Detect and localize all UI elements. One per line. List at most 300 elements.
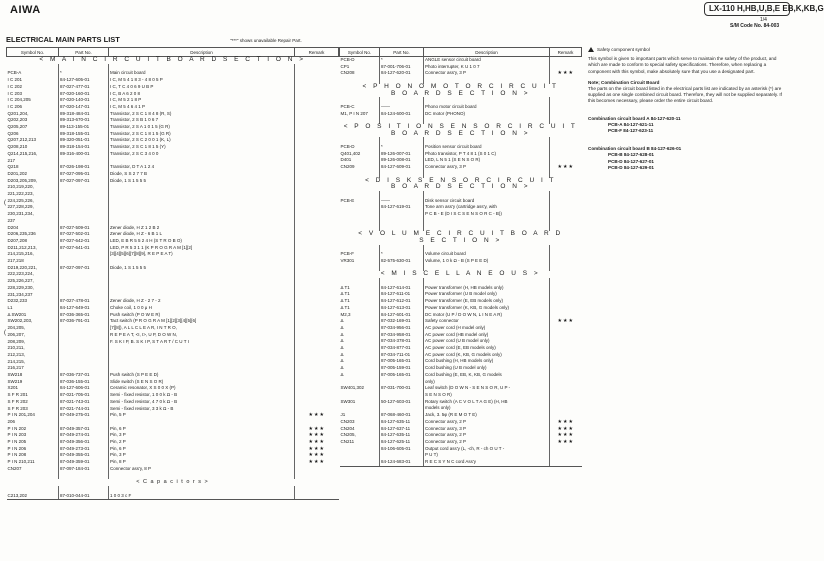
part-row [7, 412, 339, 419]
symbol-cell [340, 459, 380, 466]
remark-cell [295, 365, 339, 372]
part-number-cell [59, 271, 109, 278]
part-number-cell: 87-049-275-01 [59, 412, 109, 419]
part-number-cell: 89-318-154-01 [59, 144, 109, 151]
part-number-cell: 89-316-400-01 [59, 151, 109, 158]
part-row [7, 298, 339, 305]
description-cell [109, 198, 295, 205]
description-cell: Power transformer (U B model only) [424, 291, 550, 298]
part-number-cell: 87-034-711-01 [380, 352, 424, 359]
remark-cell [295, 345, 339, 352]
remark-cell: ★★★ [557, 432, 574, 439]
symbol-cell: Δ T1 [340, 285, 380, 292]
symbol-cell: S F R 202 [7, 399, 59, 406]
description-cell: Pin, 3 P [109, 432, 295, 439]
combo-b-title: Combination circuit board B 84-127-626-01 [588, 146, 682, 152]
symbol-cell: J1 [340, 412, 380, 419]
symbol-cell: 224,225,226, [7, 198, 59, 205]
parts-table-left [6, 47, 339, 500]
spacer-row [340, 97, 582, 104]
symbol-cell: Δ [340, 345, 380, 352]
description-cell: AC power cord (U B model only) [424, 338, 550, 345]
part-number-cell: 87-031-700-01 [380, 385, 424, 392]
symbol-cell: Q202,203 [7, 117, 59, 124]
remark-cell: ★★★ [308, 425, 325, 432]
empty-cell [550, 278, 582, 285]
remark-cell [295, 204, 339, 211]
part-number-cell: 89-113-155-01 [59, 124, 109, 131]
description-cell: Pin, 5 P [109, 412, 295, 419]
symbol-cell: Δ T1 [340, 305, 380, 312]
part-row [340, 358, 582, 365]
part-row [7, 312, 339, 319]
description-cell: Cord bushing (H, HB models only) [424, 358, 550, 365]
section-title: < M I S C E L L A N E O U S > [380, 270, 541, 278]
remark-cell [550, 452, 582, 459]
description-cell: I C, M 5 4 6 4 1 P [109, 104, 295, 111]
part-row [340, 318, 582, 325]
remark-cell [295, 198, 339, 205]
description-cell: Pin, 3 P [109, 452, 295, 459]
remark-cell [295, 385, 339, 392]
remark-cell: ★★★ [308, 439, 325, 446]
part-number-cell: 87-027-095-01 [59, 171, 109, 178]
part-row [340, 198, 582, 205]
description-cell: Safety connector [424, 318, 550, 325]
description-cell: DC motor (PHONO) [424, 111, 550, 118]
section-title: < P H O N O M O T O R C I R C U I T [362, 82, 559, 90]
remark-cell [295, 339, 339, 346]
description-cell: I C, M 5 2 1 8 P [109, 97, 295, 104]
symbol-cell: Δ T1 [340, 291, 380, 298]
safety-text: This symbol is given to important parts which serve to maintain the safety of the product, and which are made to conform to special safety specifications. Therefore, when replacing a component with this symbol, make absolutely sure that you use a designated part. [588, 56, 777, 74]
part-row [340, 446, 582, 453]
description-cell: Jack, 3. 5φ (R E M O T E) [424, 412, 550, 419]
empty-cell [109, 473, 295, 480]
description-cell: DC motor (U P / D O W N, L I N E A R) [424, 312, 550, 319]
remark-cell [295, 245, 339, 252]
description-cell [109, 419, 295, 426]
parts-table-right [339, 47, 582, 467]
part-row [7, 91, 339, 98]
description-cell: S E N S O R) [424, 392, 550, 399]
empty-cell [295, 473, 339, 480]
symbol-cell: I C 204,205 [7, 97, 59, 104]
section-title: B O A R D S E C T I O N > [390, 89, 531, 97]
symbol-cell: CN205, [340, 432, 380, 439]
description-cell [109, 191, 295, 198]
part-number-cell: 84-124-600-01 [380, 111, 424, 118]
part-row [340, 332, 582, 339]
description-cell: Pin, 2 P [109, 439, 295, 446]
empty-cell [424, 97, 550, 104]
description-cell: Power transformer (K, KB, G models only) [424, 305, 550, 312]
safety-heading: Safety component symbol [597, 47, 650, 52]
part-number-cell [59, 218, 109, 225]
part-row [7, 292, 339, 299]
part-row [7, 251, 339, 258]
part-number-cell: 87-036-791-01 [59, 318, 109, 325]
part-row [340, 399, 582, 406]
empty-cell [550, 97, 582, 104]
empty-cell [424, 245, 550, 252]
description-cell: Semi - fixed resistor, 4 7 0 k Ω - B [109, 399, 295, 406]
part-row [340, 64, 582, 71]
part-row [7, 372, 339, 379]
description-cell: Zener diode, H Z - 2 7 - 2 [109, 298, 295, 305]
section-title: < M A I N C I R C U I T B O A R D S E C T I O N > [39, 56, 306, 63]
part-number-cell: 89-313-670-01 [59, 117, 109, 124]
description-cell: 1 0 0 3 c F [109, 493, 295, 500]
symbol-cell: 221,222,223, [7, 191, 59, 198]
remark-cell [295, 278, 339, 285]
description-cell: Leaf switch (D O W N - S E N S O R, U P - [424, 385, 550, 392]
part-number-cell: 87-021-744-01 [59, 406, 109, 413]
part-number-cell: 84-127-605-01 [59, 77, 109, 84]
symbol-cell: Δ [340, 365, 380, 372]
symbol-cell: Q401,402 [340, 151, 380, 158]
remark-cell [295, 70, 339, 77]
remark-cell [295, 151, 339, 158]
description-cell: Transistor, 2 S C 3 4 0 0 [109, 151, 295, 158]
part-row [340, 405, 582, 412]
spacer-row [7, 473, 339, 480]
part-number-cell: 84-127-613-01 [380, 305, 424, 312]
part-number-cell: 87-021-743-01 [59, 399, 109, 406]
symbol-cell [340, 452, 380, 459]
part-row [7, 204, 339, 211]
symbol-cell: 217,218 [7, 258, 59, 265]
part-row [7, 151, 339, 158]
part-number-cell: 84-127-606-01 [59, 385, 109, 392]
remark-cell [295, 144, 339, 151]
remark-cell [295, 131, 339, 138]
combo-a-title: Combination circuit board A 84-127-620-11 [588, 115, 681, 121]
remark-cell: ★★★ [308, 452, 325, 459]
description-cell: Connector ass'y, 3 P [424, 164, 550, 171]
part-row [7, 117, 339, 124]
symbol-cell: PCB-D [340, 57, 380, 64]
part-number-cell: 87-036-737-01 [59, 372, 109, 379]
symbol-cell: CN208 [340, 70, 380, 77]
part-row [7, 265, 339, 272]
col-part: Part No. [59, 48, 109, 57]
remark-cell [550, 412, 582, 419]
part-row [7, 365, 339, 372]
symbol-cell: CN203 [340, 419, 380, 426]
description-cell [109, 158, 295, 165]
symbol-cell [340, 211, 380, 218]
part-row [7, 466, 339, 473]
part-row [340, 419, 582, 426]
symbol-cell: Δ [340, 332, 380, 339]
remark-cell [295, 84, 339, 91]
remark-cell [295, 359, 339, 366]
description-cell: Connector ass'y, 2 P [424, 432, 550, 439]
description-cell: models only) [424, 405, 550, 412]
remark-cell [295, 111, 339, 118]
symbol-cell: 231,234,237 [7, 292, 59, 299]
spacer-row [7, 64, 339, 71]
part-number-cell [59, 278, 109, 285]
remark-cell [295, 406, 339, 413]
remark-cell [550, 385, 582, 392]
part-row [7, 231, 339, 238]
description-cell: Push switch (S P E E D) [109, 372, 295, 379]
description-cell [109, 365, 295, 372]
symbol-cell: I C 203 [7, 91, 59, 98]
spacer-row [340, 137, 582, 144]
part-number-cell: 84-127-612-01 [380, 298, 424, 305]
remark-cell [295, 231, 339, 238]
empty-cell [550, 218, 582, 225]
remark-cell [550, 446, 582, 453]
part-number-cell: 87-021-705-01 [59, 392, 109, 399]
description-cell: Zener diode, H Z - 6 B 1 L [109, 231, 295, 238]
remark-cell [550, 345, 582, 352]
symbol-cell: I C 202 [7, 84, 59, 91]
part-row [7, 111, 339, 118]
symbol-cell: Q206 [7, 131, 59, 138]
part-row [7, 385, 339, 392]
description-cell: [3][4][5][6][7][8][9], R E P E A T) [109, 251, 295, 258]
symbol-cell: 210,211, [7, 345, 59, 352]
symbol-cell: P I N 210,211 [7, 459, 59, 466]
symbol-cell: Δ SW201 [7, 312, 59, 319]
part-number-cell [380, 392, 424, 399]
part-number-cell [59, 211, 109, 218]
part-row [7, 345, 339, 352]
remark-cell [295, 325, 339, 332]
remark-cell [295, 399, 339, 406]
part-number-cell [380, 405, 424, 412]
description-cell: Connector ass'y, 3 P [424, 426, 550, 433]
description-cell: Diode, 1 S 1 5 5 5 [109, 178, 295, 185]
part-number-cell [59, 345, 109, 352]
remark-cell [295, 124, 339, 131]
remark-cell [295, 379, 339, 386]
symbol-cell [340, 379, 380, 386]
symbol-cell: Δ [340, 358, 380, 365]
part-row [340, 345, 582, 352]
part-number-cell [59, 419, 109, 426]
part-row [340, 338, 582, 345]
empty-cell [59, 473, 109, 480]
part-number-cell: 84-127-611-01 [380, 291, 424, 298]
col-symbol: Symbol No. [7, 48, 59, 57]
part-row [7, 318, 339, 325]
empty-cell [109, 64, 295, 71]
part-number-cell: 89-318-484-01 [59, 111, 109, 118]
part-number-cell: 87-032-169-01 [380, 318, 424, 325]
remark-cell: ★★★ [308, 432, 325, 439]
remark-cell [295, 117, 339, 124]
empty-cell [424, 137, 550, 144]
empty-cell [295, 486, 339, 493]
part-number-cell: 87-034-956-01 [380, 325, 424, 332]
description-cell: AC power cord (K, KB, G models only) [424, 352, 550, 359]
part-number-cell: —— [380, 104, 424, 111]
part-row [7, 158, 339, 165]
symbol-cell: P I N 201,204 [7, 412, 59, 419]
part-number-cell: 87-034-877-01 [380, 345, 424, 352]
symbol-cell: PCB-F [340, 251, 380, 258]
part-row [340, 432, 582, 439]
description-cell: Transistor, 2 S C 2 0 0 1 (K, L) [109, 137, 295, 144]
empty-cell [340, 218, 380, 225]
empty-cell [340, 191, 380, 198]
part-number-cell: 84-127-619-01 [380, 204, 424, 211]
empty-cell [424, 218, 550, 225]
symbol-cell: CN207 [7, 466, 59, 473]
part-number-cell: 87-034-958-01 [380, 332, 424, 339]
subsection-title: < C a p a c i t o r s > [136, 479, 209, 486]
part-number-cell: 87-034-378-01 [380, 338, 424, 345]
page-number: 1/4 [760, 17, 767, 23]
remark-cell: ★★★ [308, 459, 325, 466]
empty-cell [380, 278, 424, 285]
remark-cell [550, 459, 582, 466]
part-number-cell: * [380, 57, 424, 64]
remark-cell [295, 332, 339, 339]
part-row [7, 225, 339, 232]
part-row [7, 245, 339, 252]
col-remark: Remark [295, 48, 339, 57]
symbol-cell [340, 446, 380, 453]
part-number-cell: 87-020-160-01 [59, 91, 109, 98]
section-heading-row [7, 57, 339, 64]
part-number-cell: 87-036-155-01 [59, 379, 109, 386]
description-cell: I C, M 5 4 1 8 3 - 4 8 0 5 P [109, 77, 295, 84]
part-number-cell: 87-097-184-01 [59, 466, 109, 473]
symbol-cell: 217 [7, 158, 59, 165]
empty-cell [380, 137, 424, 144]
col-symbol: Symbol No. [340, 48, 380, 57]
empty-cell [59, 486, 109, 493]
part-row [7, 84, 339, 91]
description-cell: Rotary switch (A C V O L T A G E) (H, HB [424, 399, 550, 406]
part-row [7, 104, 339, 111]
remark-cell [295, 97, 339, 104]
description-cell: Choke coil, 1 0 0 μ H [109, 305, 295, 312]
remark-cell [550, 305, 582, 312]
part-number-cell: —— [380, 198, 424, 205]
symbol-cell: Δ [340, 318, 380, 325]
empty-cell [380, 218, 424, 225]
col-remark: Remark [550, 48, 582, 57]
part-number-cell: 87-027-642-01 [59, 238, 109, 245]
part-row [7, 258, 339, 265]
remark-cell [295, 164, 339, 171]
section-title: B O A R D S E C T I O N > [390, 129, 531, 137]
remark-cell [550, 372, 582, 379]
part-row [7, 325, 339, 332]
remark-cell [295, 258, 339, 265]
part-number-cell: 82-575-630-01 [380, 258, 424, 265]
symbol-cell: D203,205,209, [7, 178, 59, 185]
description-cell [109, 352, 295, 359]
symbol-cell: X201 [7, 385, 59, 392]
symbol-cell: CN204 [340, 426, 380, 433]
part-row [7, 137, 339, 144]
symbol-cell: SW219 [7, 379, 59, 386]
description-cell: Transistor, 2 S B 1 0 6 7 [109, 117, 295, 124]
description-cell [109, 359, 295, 366]
part-row [340, 379, 582, 386]
description-cell: R E C S Y N C cord Ass'y [424, 459, 550, 466]
remark-cell [295, 298, 339, 305]
description-cell: Position sensor circuit board [424, 144, 550, 151]
part-number-cell [59, 325, 109, 332]
description-cell: LED, E B R 5 5 2 4 H (S T R O B O) [109, 238, 295, 245]
empty-cell [340, 265, 380, 272]
description-cell: Photo interrupter, K U 1 0 7 [424, 64, 550, 71]
remark-cell [295, 392, 339, 399]
remark-cell [550, 399, 582, 406]
symbol-cell: 227,228,229, [7, 204, 59, 211]
description-cell: Output cord ass'y (L, -ch, R - ch O U T - [424, 446, 550, 453]
symbol-cell: CN211 [340, 439, 380, 446]
spacer-row [7, 486, 339, 493]
remark-cell: ★★★ [308, 412, 325, 419]
part-number-cell [59, 285, 109, 292]
section-title: S E C T I O N > [419, 236, 502, 244]
description-cell: Diode, S S 2 7 7 B [109, 171, 295, 178]
part-number-cell: 84-127-649-01 [59, 305, 109, 312]
remark-cell [550, 392, 582, 399]
part-row [7, 406, 339, 413]
symbol-cell: S F R 203 [7, 406, 59, 413]
part-number-cell [59, 258, 109, 265]
part-number-cell: 87-020-140-01 [59, 97, 109, 104]
part-row [340, 372, 582, 379]
part-row [340, 164, 582, 171]
sm-code: S/M Code No. 84-003 [730, 23, 780, 29]
remark-cell [550, 325, 582, 332]
part-row [7, 452, 339, 459]
remark-cell [550, 332, 582, 339]
margin-mark: ( [4, 200, 6, 206]
remark-cell [550, 111, 582, 118]
symbol-cell: P I N 202 [7, 426, 59, 433]
part-number-cell: 89-318-155-01 [59, 131, 109, 138]
remark-cell [550, 157, 582, 164]
symbol-cell: 225,226,227, [7, 278, 59, 285]
symbol-cell: 206,207, [7, 332, 59, 339]
description-cell: LED, P R 5 3 1 1 (K P R O G R A M [1][2] [109, 245, 295, 252]
part-number-cell: 87-020-147-01 [59, 104, 109, 111]
description-cell: Tact switch (P R O G R A M [1][2][3][4][5][6] [109, 318, 295, 325]
remark-cell: ★★★ [557, 425, 574, 432]
description-cell: Slide switch (S E N S O R) [109, 379, 295, 386]
description-cell: Photo transistor, P T 4 8 1 (S 0 1 C) [424, 151, 550, 158]
remark-cell [295, 271, 339, 278]
empty-cell [550, 191, 582, 198]
part-number-cell: 84-127-601-01 [380, 312, 424, 319]
remark-cell [295, 251, 339, 258]
part-number-cell: 87-027-502-01 [59, 231, 109, 238]
empty-cell [424, 191, 550, 198]
part-row [7, 285, 339, 292]
symbol-cell: L1 [7, 305, 59, 312]
empty-cell [380, 191, 424, 198]
symbol-cell: P I N 205 [7, 439, 59, 446]
part-row [340, 285, 582, 292]
part-number-cell: 87-027-641-01 [59, 245, 109, 252]
part-number-cell [59, 251, 109, 258]
empty-cell [59, 64, 109, 71]
part-row [7, 339, 339, 346]
